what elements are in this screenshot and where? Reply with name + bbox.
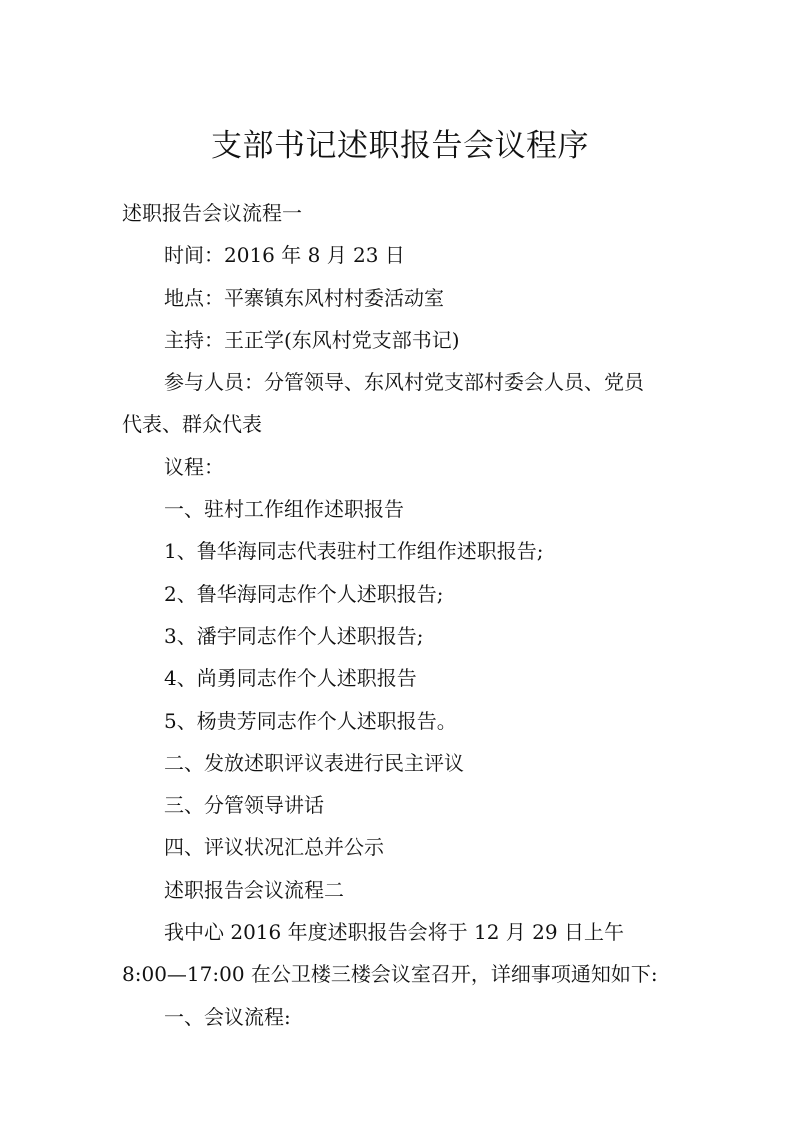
agenda-subitem: 3、潘宇同志作个人述职报告; bbox=[164, 623, 424, 648]
section-heading: 述职报告会议流程二 bbox=[164, 877, 344, 902]
agenda-item: 四、评议状况汇总并公示 bbox=[164, 835, 384, 860]
agenda-subitem: 5、杨贵芳同志作个人述职报告。 bbox=[164, 708, 457, 733]
meeting-location: 地点：平寨镇东风村村委活动室 bbox=[164, 285, 444, 310]
document-body bbox=[122, 192, 690, 1038]
participants: 参与人员：分管领导、东风村党支部村委会人员、党员 bbox=[164, 370, 644, 395]
agenda-item: 三、分管领导讲话 bbox=[164, 793, 324, 818]
notice-paragraph-continued: 8:00—17:00 在公卫楼三楼会议室召开，详细事项通知如下: bbox=[122, 962, 658, 987]
meeting-host: 主持：王正学(东风村党支部书记) bbox=[164, 327, 460, 352]
meeting-process-heading: 一、会议流程: bbox=[164, 1004, 291, 1029]
agenda-item: 一、驻村工作组作述职报告 bbox=[164, 497, 404, 522]
meeting-time: 时间：2016 年 8 月 23 日 bbox=[164, 243, 405, 268]
document-title: 支部书记述职报告会议程序 bbox=[211, 128, 589, 164]
section-heading: 述职报告会议流程一 bbox=[122, 201, 302, 225]
agenda-subitem: 2、鲁华海同志作个人述职报告; bbox=[164, 581, 444, 606]
participants-continued: 代表、群众代表 bbox=[122, 412, 262, 437]
notice-paragraph: 我中心 2016 年度述职报告会将于 12 月 29 日上午 bbox=[164, 920, 624, 945]
agenda-subitem: 1、鲁华海同志代表驻村工作组作述职报告; bbox=[164, 539, 544, 564]
agenda-subitem: 4、尚勇同志作个人述职报告 bbox=[164, 666, 417, 691]
agenda-item: 二、发放述职评议表进行民主评议 bbox=[164, 750, 464, 775]
agenda-label: 议程： bbox=[164, 454, 224, 479]
